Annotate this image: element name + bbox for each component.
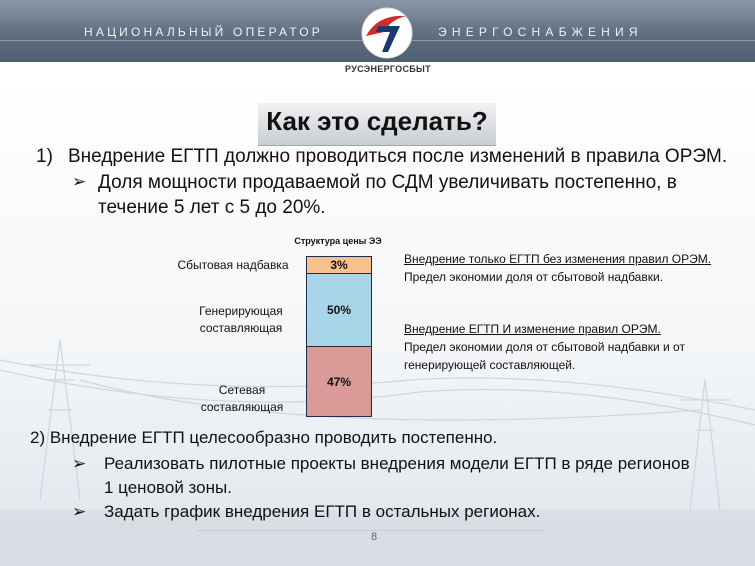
point1-number: 1) (36, 146, 53, 167)
point2-sub1: Реализовать пилотные проекты внедрения модели ЕГТП в ряде регионов 1 ценовой зоны. (104, 454, 690, 497)
arrow-bullet-icon: ➢ (72, 502, 87, 521)
point2-text: 2) Внедрение ЕГТП целесообразно проводить постепенно. (30, 428, 498, 447)
bar-network-value: 47% (326, 374, 352, 389)
bar-generation-value: 50% (326, 303, 352, 318)
note-2-head: Внедрение ЕГТП И изменение правил ОРЭМ. (404, 322, 661, 336)
label-network: Сетевая составляющая (200, 383, 284, 414)
note-1-body: Предел экономии доля от сбытовой надбавки. (404, 270, 664, 284)
header-right-text: ЭНЕРГОСНАБЖЕНИЯ (438, 25, 643, 39)
slide-title: Как это сделать? (266, 106, 488, 136)
bar-sales-markup (306, 256, 372, 274)
point1-text: Внедрение ЕГТП должно проводиться после изменений в правила ОРЭМ. (68, 146, 728, 167)
note-2 (404, 320, 744, 374)
point1-sub: Доля мощности продаваемой по СДМ увеличивать постепенно, в течение 5 лет с 5 до 20%. (98, 172, 677, 218)
page-number: 8 (371, 531, 378, 543)
point2-sub2: Задать график внедрения ЕГТП в остальных регионах. (104, 502, 541, 521)
note-1 (404, 250, 744, 286)
bar-generation (306, 273, 372, 348)
rusenergosbyt-logo-icon (360, 6, 414, 60)
chart-title: Структура цены ЭЭ (294, 236, 382, 246)
label-sales-markup: Сбытовая надбавка (177, 258, 289, 272)
bar-network (306, 346, 372, 417)
arrow-bullet-icon: ➢ (72, 172, 87, 191)
note-1-head: Внедрение только ЕГТП без изменения правил ОРЭМ. (404, 252, 712, 266)
note-2-body: Предел экономии доля от сбытовой надбавки и от генерирующей составляющей. (404, 340, 685, 372)
label-generation: Генерирующая составляющая (199, 304, 283, 335)
bar-sales-markup-value: 3% (330, 258, 348, 272)
header-left-text: НАЦИОНАЛЬНЫЙ ОПЕРАТОР (84, 25, 323, 39)
arrow-bullet-icon: ➢ (72, 454, 87, 473)
brand-name: РУСЭНЕРГОСБЫТ (345, 64, 431, 74)
